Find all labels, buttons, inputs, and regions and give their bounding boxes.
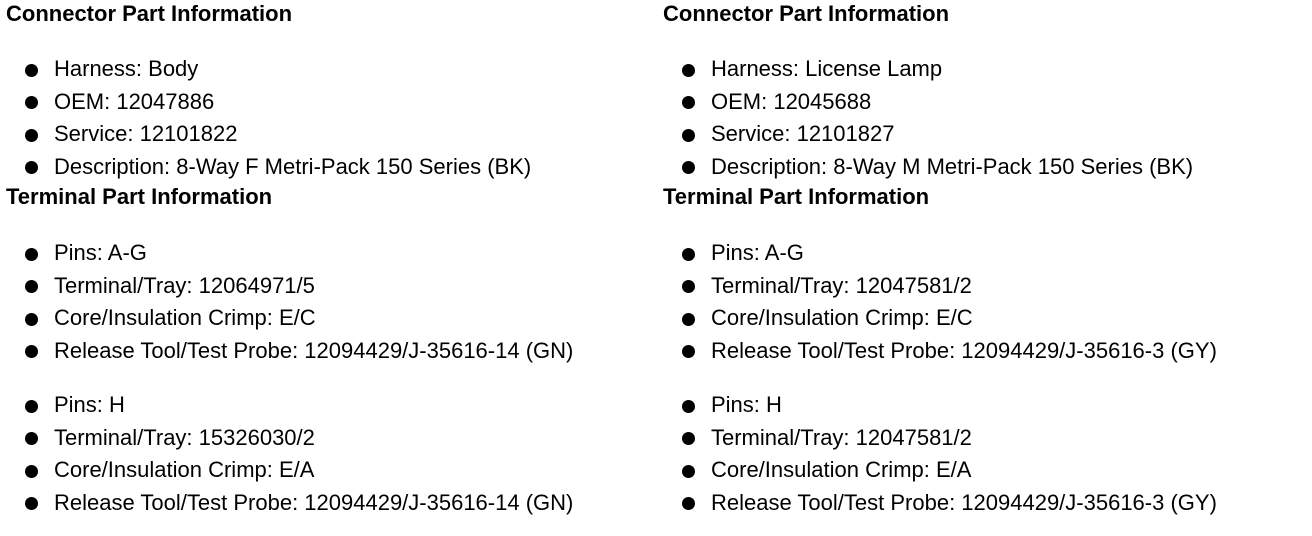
list-item (663, 270, 1312, 303)
bullet-icon (682, 248, 695, 261)
bullet-icon (682, 96, 695, 109)
bullet-icon (682, 497, 695, 510)
left-column (6, 0, 662, 519)
bullet-icon (25, 161, 38, 174)
bullet-icon (682, 64, 695, 77)
list-item-text: Release Tool/Test Probe: 12094429/J-35616-3 (GY) (711, 489, 1217, 515)
list-item-text: Terminal/Tray: 12047581/2 (711, 424, 972, 450)
list-item-text: Harness: License Lamp (711, 56, 943, 81)
bullet-icon (682, 400, 695, 413)
bullet-icon (25, 432, 38, 445)
list-item (663, 422, 1312, 455)
list-item-text: Pins: H (711, 392, 782, 417)
list-item (663, 151, 1312, 184)
list-item-text: Release Tool/Test Probe: 12094429/J-35616-3 (GY) (711, 337, 1217, 363)
terminal-part-list (6, 237, 662, 367)
list-item (6, 335, 662, 368)
list-item-text: Core/Insulation Crimp: E/A (54, 457, 315, 482)
list-item-text: Harness: Body (54, 56, 199, 81)
bullet-icon (25, 96, 38, 109)
bullet-icon (25, 345, 38, 358)
list-item (6, 270, 662, 303)
bullet-icon (25, 64, 38, 77)
list-item (663, 335, 1312, 368)
bullet-icon (682, 313, 695, 326)
list-item-text: Core/Insulation Crimp: E/C (54, 305, 316, 330)
list-item-text: Terminal/Tray: 15326030/2 (54, 424, 315, 450)
list-item-text: OEM: 12045688 (711, 88, 872, 114)
right-column (663, 0, 1312, 519)
list-item (663, 302, 1312, 335)
list-item (663, 237, 1312, 270)
list-item (6, 151, 662, 184)
list-item (6, 237, 662, 270)
list-item-text: Core/Insulation Crimp: E/C (711, 305, 973, 330)
bullet-icon (682, 465, 695, 478)
list-item-text: Service: 12101822 (54, 121, 238, 146)
bullet-icon (25, 497, 38, 510)
list-item-text: Terminal/Tray: 12064971/5 (54, 272, 315, 298)
list-item-text: Description: 8-Way F Metri-Pack 150 Series (BK) (54, 153, 532, 179)
bullet-icon (25, 280, 38, 293)
list-item-text: Description: 8-Way M Metri-Pack 150 Series (BK) (711, 153, 1194, 179)
list-item (6, 53, 662, 86)
list-item (6, 118, 662, 151)
bullet-icon (682, 345, 695, 358)
bullet-icon (682, 280, 695, 293)
list-item (663, 53, 1312, 86)
list-item (663, 389, 1312, 422)
bullet-icon (25, 248, 38, 261)
terminal-part-list (6, 389, 662, 519)
list-item (6, 422, 662, 455)
list-item (663, 487, 1312, 520)
connector-part-heading: Connector Part Information (663, 1, 950, 26)
terminal-part-heading: Terminal Part Information (663, 184, 930, 209)
list-item-text: Service: 12101827 (711, 121, 895, 146)
list-item (6, 302, 662, 335)
terminal-part-list (663, 389, 1312, 519)
list-item-text: OEM: 12047886 (54, 88, 215, 114)
bullet-icon (682, 432, 695, 445)
bullet-icon (682, 161, 695, 174)
bullet-icon (25, 313, 38, 326)
bullet-icon (25, 465, 38, 478)
terminal-part-list (663, 237, 1312, 367)
connector-part-list (663, 53, 1312, 183)
list-item (6, 86, 662, 119)
list-item (6, 454, 662, 487)
list-item-text: Release Tool/Test Probe: 12094429/J-35616-14 (GN) (54, 489, 574, 515)
bullet-icon (682, 129, 695, 142)
list-item-text: Pins: H (54, 392, 125, 417)
connector-part-heading: Connector Part Information (6, 1, 293, 26)
list-item-text: Pins: A-G (54, 240, 147, 265)
list-item (6, 487, 662, 520)
list-item (663, 454, 1312, 487)
list-item-text: Pins: A-G (711, 240, 804, 265)
terminal-part-heading: Terminal Part Information (6, 184, 273, 209)
list-item-text: Terminal/Tray: 12047581/2 (711, 272, 972, 298)
list-item-text: Core/Insulation Crimp: E/A (711, 457, 972, 482)
list-item-text: Release Tool/Test Probe: 12094429/J-35616-14 (GN) (54, 337, 574, 363)
list-item (6, 389, 662, 422)
bullet-icon (25, 129, 38, 142)
list-item (663, 118, 1312, 151)
bullet-icon (25, 400, 38, 413)
connector-part-list (6, 53, 662, 183)
list-item (663, 86, 1312, 119)
